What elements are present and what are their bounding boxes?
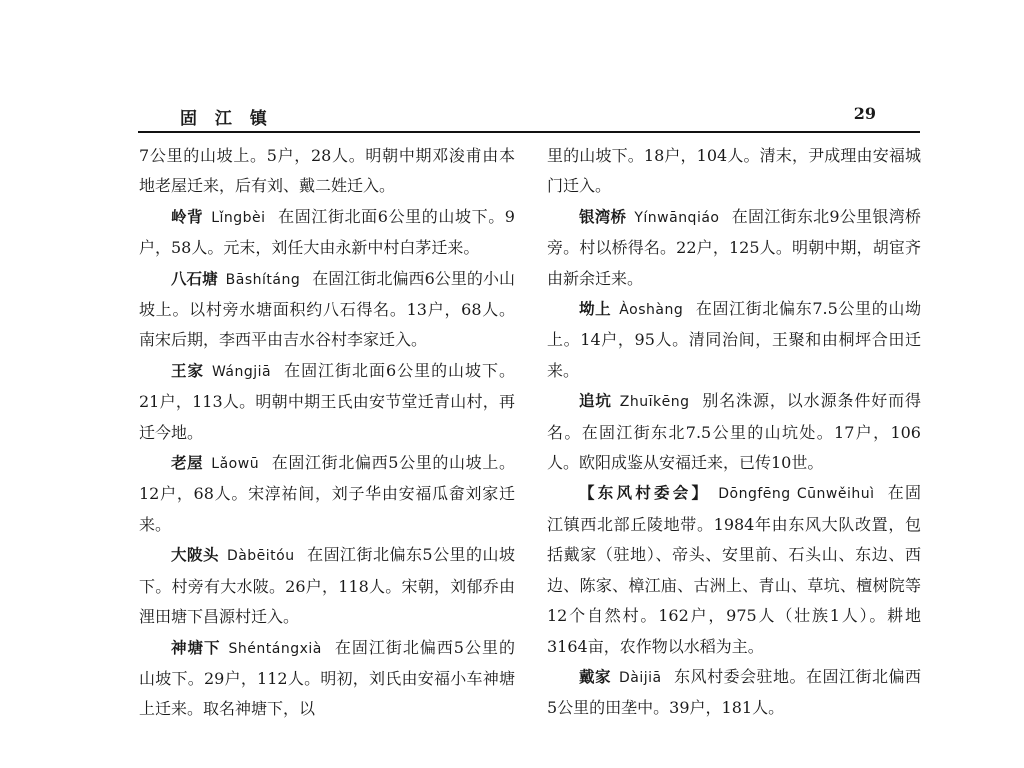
- entry-term: 老屋: [171, 454, 204, 473]
- entry-pinyin: Wángjiā: [211, 363, 272, 380]
- entry: [139, 633, 515, 725]
- entry: [139, 448, 515, 540]
- entry-term: 大陂头: [171, 546, 219, 565]
- entry-text: 在固江街北偏西6公里的小山坡上。以村旁水塘面积约八石得名。13户，68人。南宋后期，李西平由吉水谷村李家迁入。: [139, 268, 515, 350]
- right-column: [547, 141, 921, 724]
- entry-text: 在固江街北偏东7.5公里的山坳上。14户，95人。清同治间，王聚和由桐坪合田迁来。: [547, 299, 921, 380]
- entry-pinyin: Àoshàng: [619, 302, 684, 319]
- continuation-text: 里的山坡下。18户，104人。清末，尹成理由安福城门迁入。: [547, 146, 921, 196]
- committee-heading: 【东风村委会】: [579, 484, 711, 503]
- entry: [547, 386, 921, 478]
- entry-text: 在固江街北偏西5公里的山坡下。29户，112人。明初，刘氏由安福小车神塘上迁来。取名神塘下，以: [139, 637, 515, 719]
- entry-pinyin: Shéntángxià: [228, 640, 322, 657]
- entry-text: 在固江街北偏西5公里的山坡上。12户，68人。宋淳祐间，刘子华由安福瓜畲刘家迁来。: [139, 453, 515, 534]
- left-column: [139, 141, 515, 725]
- running-title: 固 江 镇: [180, 109, 273, 129]
- entry-text: 别名洙源，以水源条件好而得名。在固江街东北7.5公里的山坑处。17户，106人。欧阳成鉴从安福迁来，已传10世。: [547, 391, 921, 473]
- page-number: 29: [853, 104, 876, 123]
- entry-text: 东风村委会驻地。在固江街北偏西5公里的田垄中。39户，181人。: [547, 666, 921, 718]
- entry-pinyin: Yínwānqiáo: [634, 209, 720, 226]
- entry: [547, 662, 921, 724]
- entry: [139, 356, 515, 448]
- entry-term: 王家: [171, 361, 204, 380]
- entry-pinyin: Lǎowū: [211, 456, 260, 473]
- committee-pinyin: Dōngfēng Cūnwěihuì: [718, 486, 875, 503]
- entry-pinyin: Dàijiā: [618, 669, 662, 686]
- header-rule: [138, 131, 920, 133]
- entry-pinyin: Lǐngbèi: [211, 209, 266, 226]
- entry-text: 在固江街北面6公里的山坡下。9户，58人。元末，刘任大由永新中村白茅迁来。: [139, 206, 515, 258]
- entry-pinyin: Zhuīkēng: [619, 394, 690, 411]
- entry-term: 岭背: [171, 207, 204, 226]
- page-header: [138, 100, 920, 128]
- entry-term: 八石塘: [171, 269, 218, 288]
- entry-term: 追坑: [579, 392, 612, 411]
- entry: [547, 202, 921, 294]
- committee-text: 在固江镇西北部丘陵地带。1984年由东风大队改置，包括戴家（驻地）、帝头、安里前、石头山、东边、西边、陈家、樟江庙、古洲上、青山、草坑、檀树院等12个自然村。162户，975人（壮族1人）。耕地3164亩，农作物以水稻为主。: [547, 483, 921, 656]
- entry-term: 银湾桥: [579, 207, 627, 226]
- entry-text: 在固江街东北9公里银湾桥旁。村以桥得名。22户，125人。明朝中期，胡宦齐由新余迁来。: [547, 206, 921, 288]
- entry-term: 神塘下: [171, 638, 221, 657]
- entry-term: 戴家: [579, 667, 611, 686]
- entry: [139, 202, 515, 264]
- entry-text: 在固江街北偏东5公里的山坡下。村旁有大水陂。26户，118人。宋朝，刘郁乔由浬田塘下昌源村迁入。: [139, 545, 515, 627]
- entry-text: 在固江街北面6公里的山坡下。21户，113人。明朝中期王氏由安节堂迁青山村，再迁今地。: [139, 360, 515, 442]
- entry: [139, 540, 515, 632]
- continuation-text: 7公里的山坡上。5户，28人。明朝中期邓浚甫由本地老屋迁来，后有刘、戴二姓迁入。: [139, 146, 515, 196]
- entry-pinyin: Dàbēitóu: [226, 548, 295, 565]
- entry-term: 坳上: [579, 300, 612, 319]
- entry: [139, 264, 515, 356]
- entry-pinyin: Bāshítáng: [225, 271, 301, 288]
- committee-entry: [547, 478, 921, 661]
- entry: [547, 294, 921, 386]
